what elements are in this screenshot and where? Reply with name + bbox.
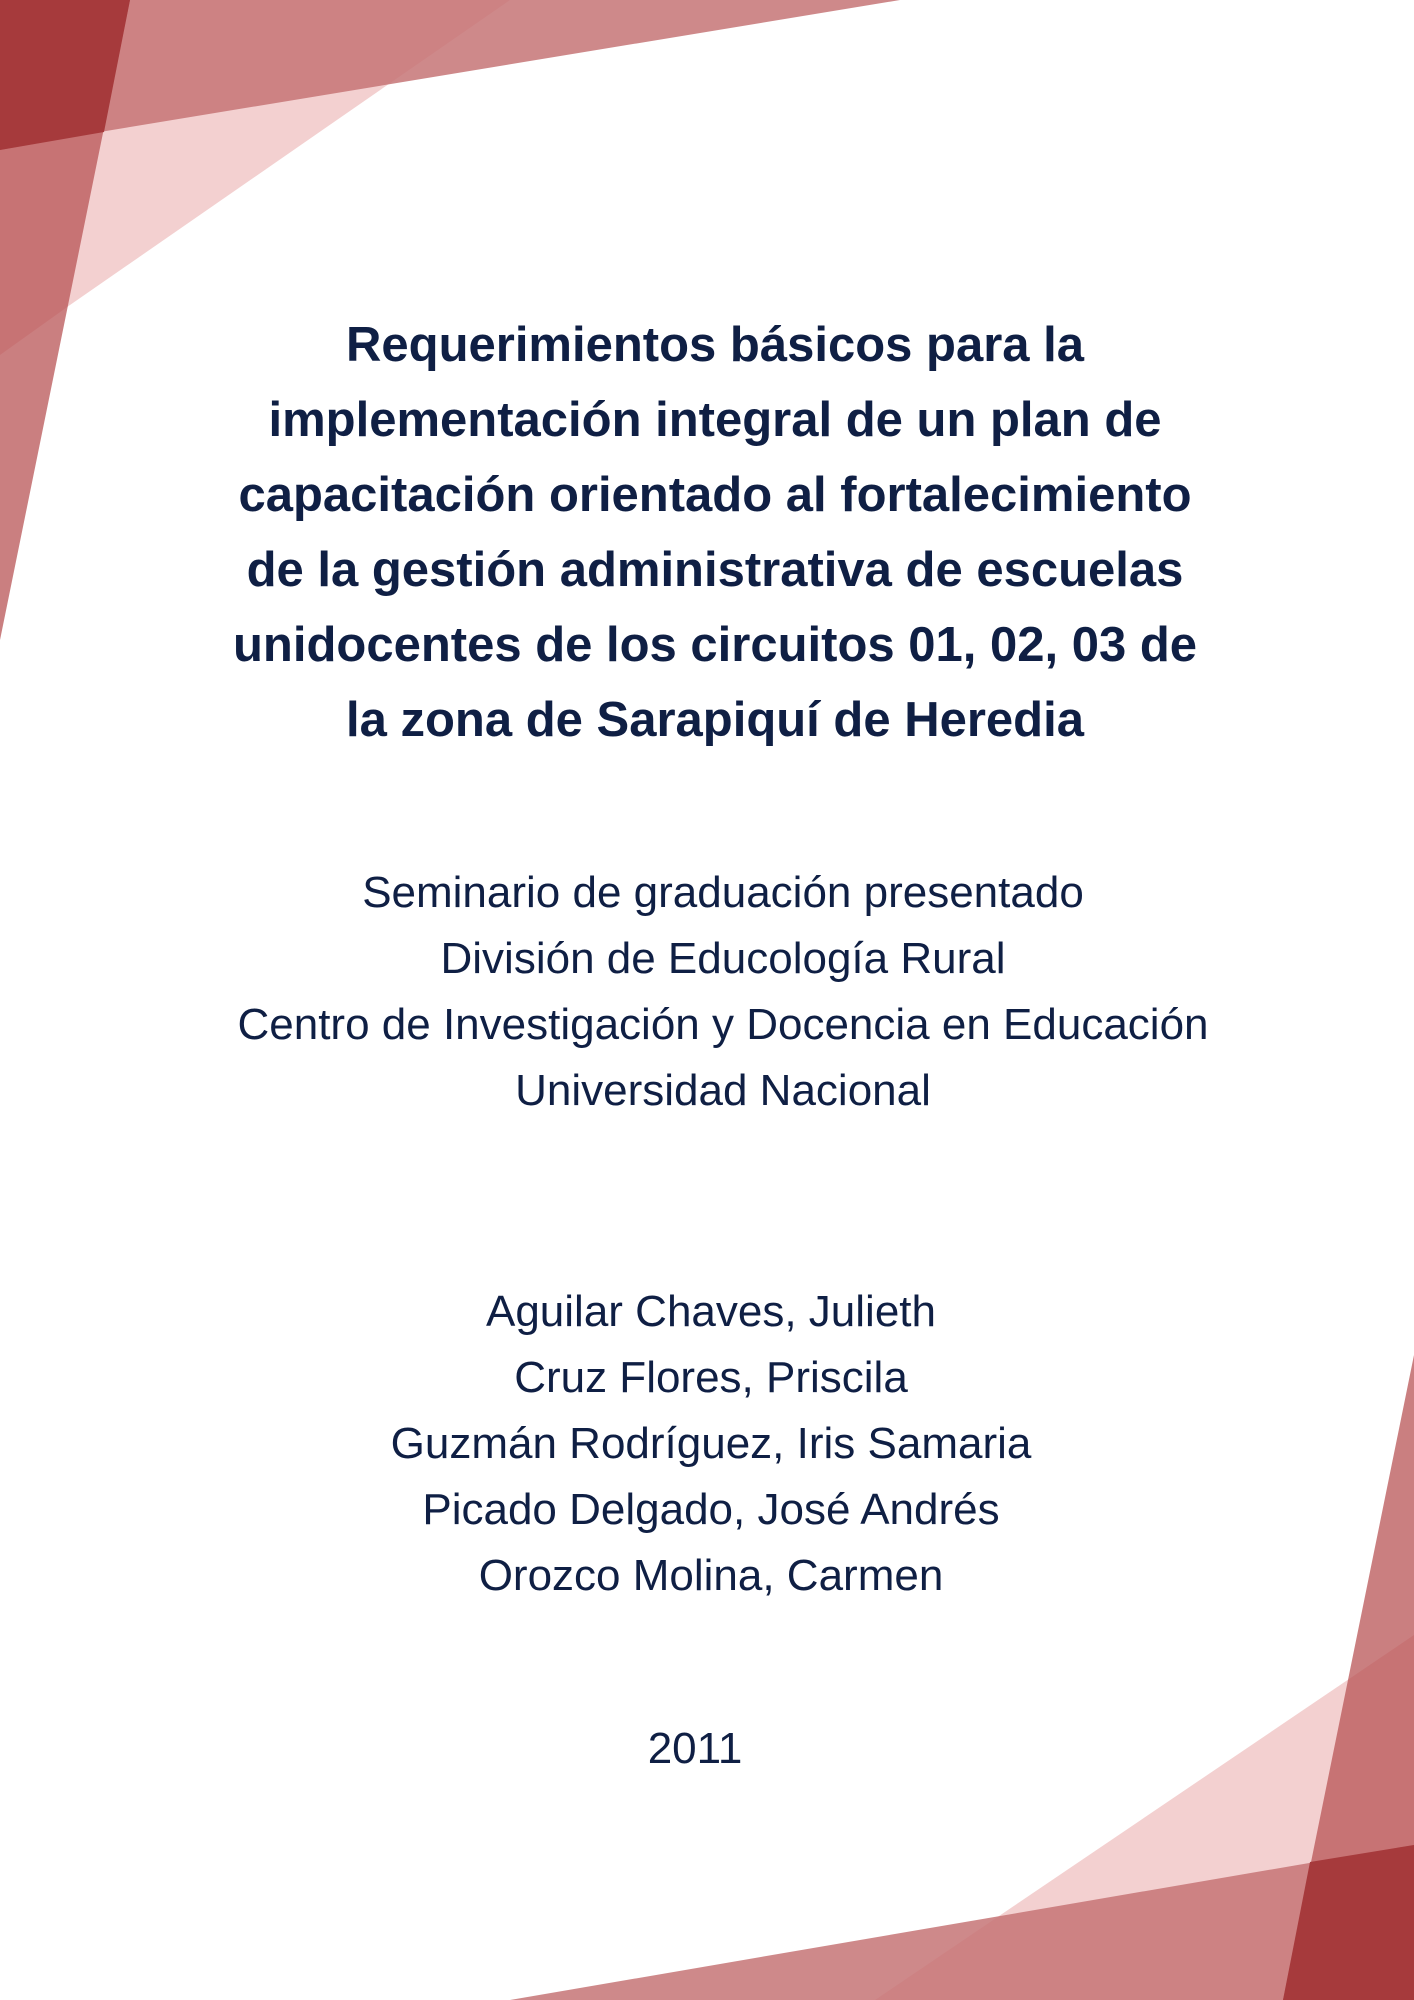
institution-info bbox=[120, 860, 1326, 1124]
author-name: Aguilar Chaves, Julieth bbox=[485, 1287, 936, 1336]
author-name: Orozco Molina, Carmen bbox=[478, 1551, 944, 1600]
title-line: Requerimientos básicos para la bbox=[346, 318, 1084, 372]
title-line: implementación integral de un plan de bbox=[268, 393, 1162, 447]
author-name: Cruz Flores, Priscila bbox=[514, 1353, 908, 1402]
document-title bbox=[160, 308, 1270, 758]
title-line: la zona de Sarapiquí de Heredia bbox=[346, 693, 1084, 747]
seminar-line: Seminario de graduación presentado bbox=[362, 868, 1084, 917]
title-line: de la gestión administrativa de escuelas bbox=[246, 543, 1184, 597]
publication-year: 2011 bbox=[647, 1724, 743, 1773]
university-line: Universidad Nacional bbox=[515, 1066, 931, 1115]
center-line: Centro de Investigación y Docencia en Educación bbox=[237, 1000, 1209, 1049]
author-name: Guzmán Rodríguez, Iris Samaria bbox=[390, 1419, 1032, 1468]
title-line: unidocentes de los circuitos 01, 02, 03 de bbox=[232, 618, 1198, 672]
decor-shape-bottom-right-mid bbox=[510, 1845, 1414, 2000]
title-line: capacitación orientado al fortalecimiento bbox=[238, 468, 1192, 522]
author-name: Picado Delgado, José Andrés bbox=[422, 1485, 1000, 1534]
division-line: División de Educología Rural bbox=[440, 934, 1006, 983]
authors-list bbox=[120, 1279, 1302, 1609]
